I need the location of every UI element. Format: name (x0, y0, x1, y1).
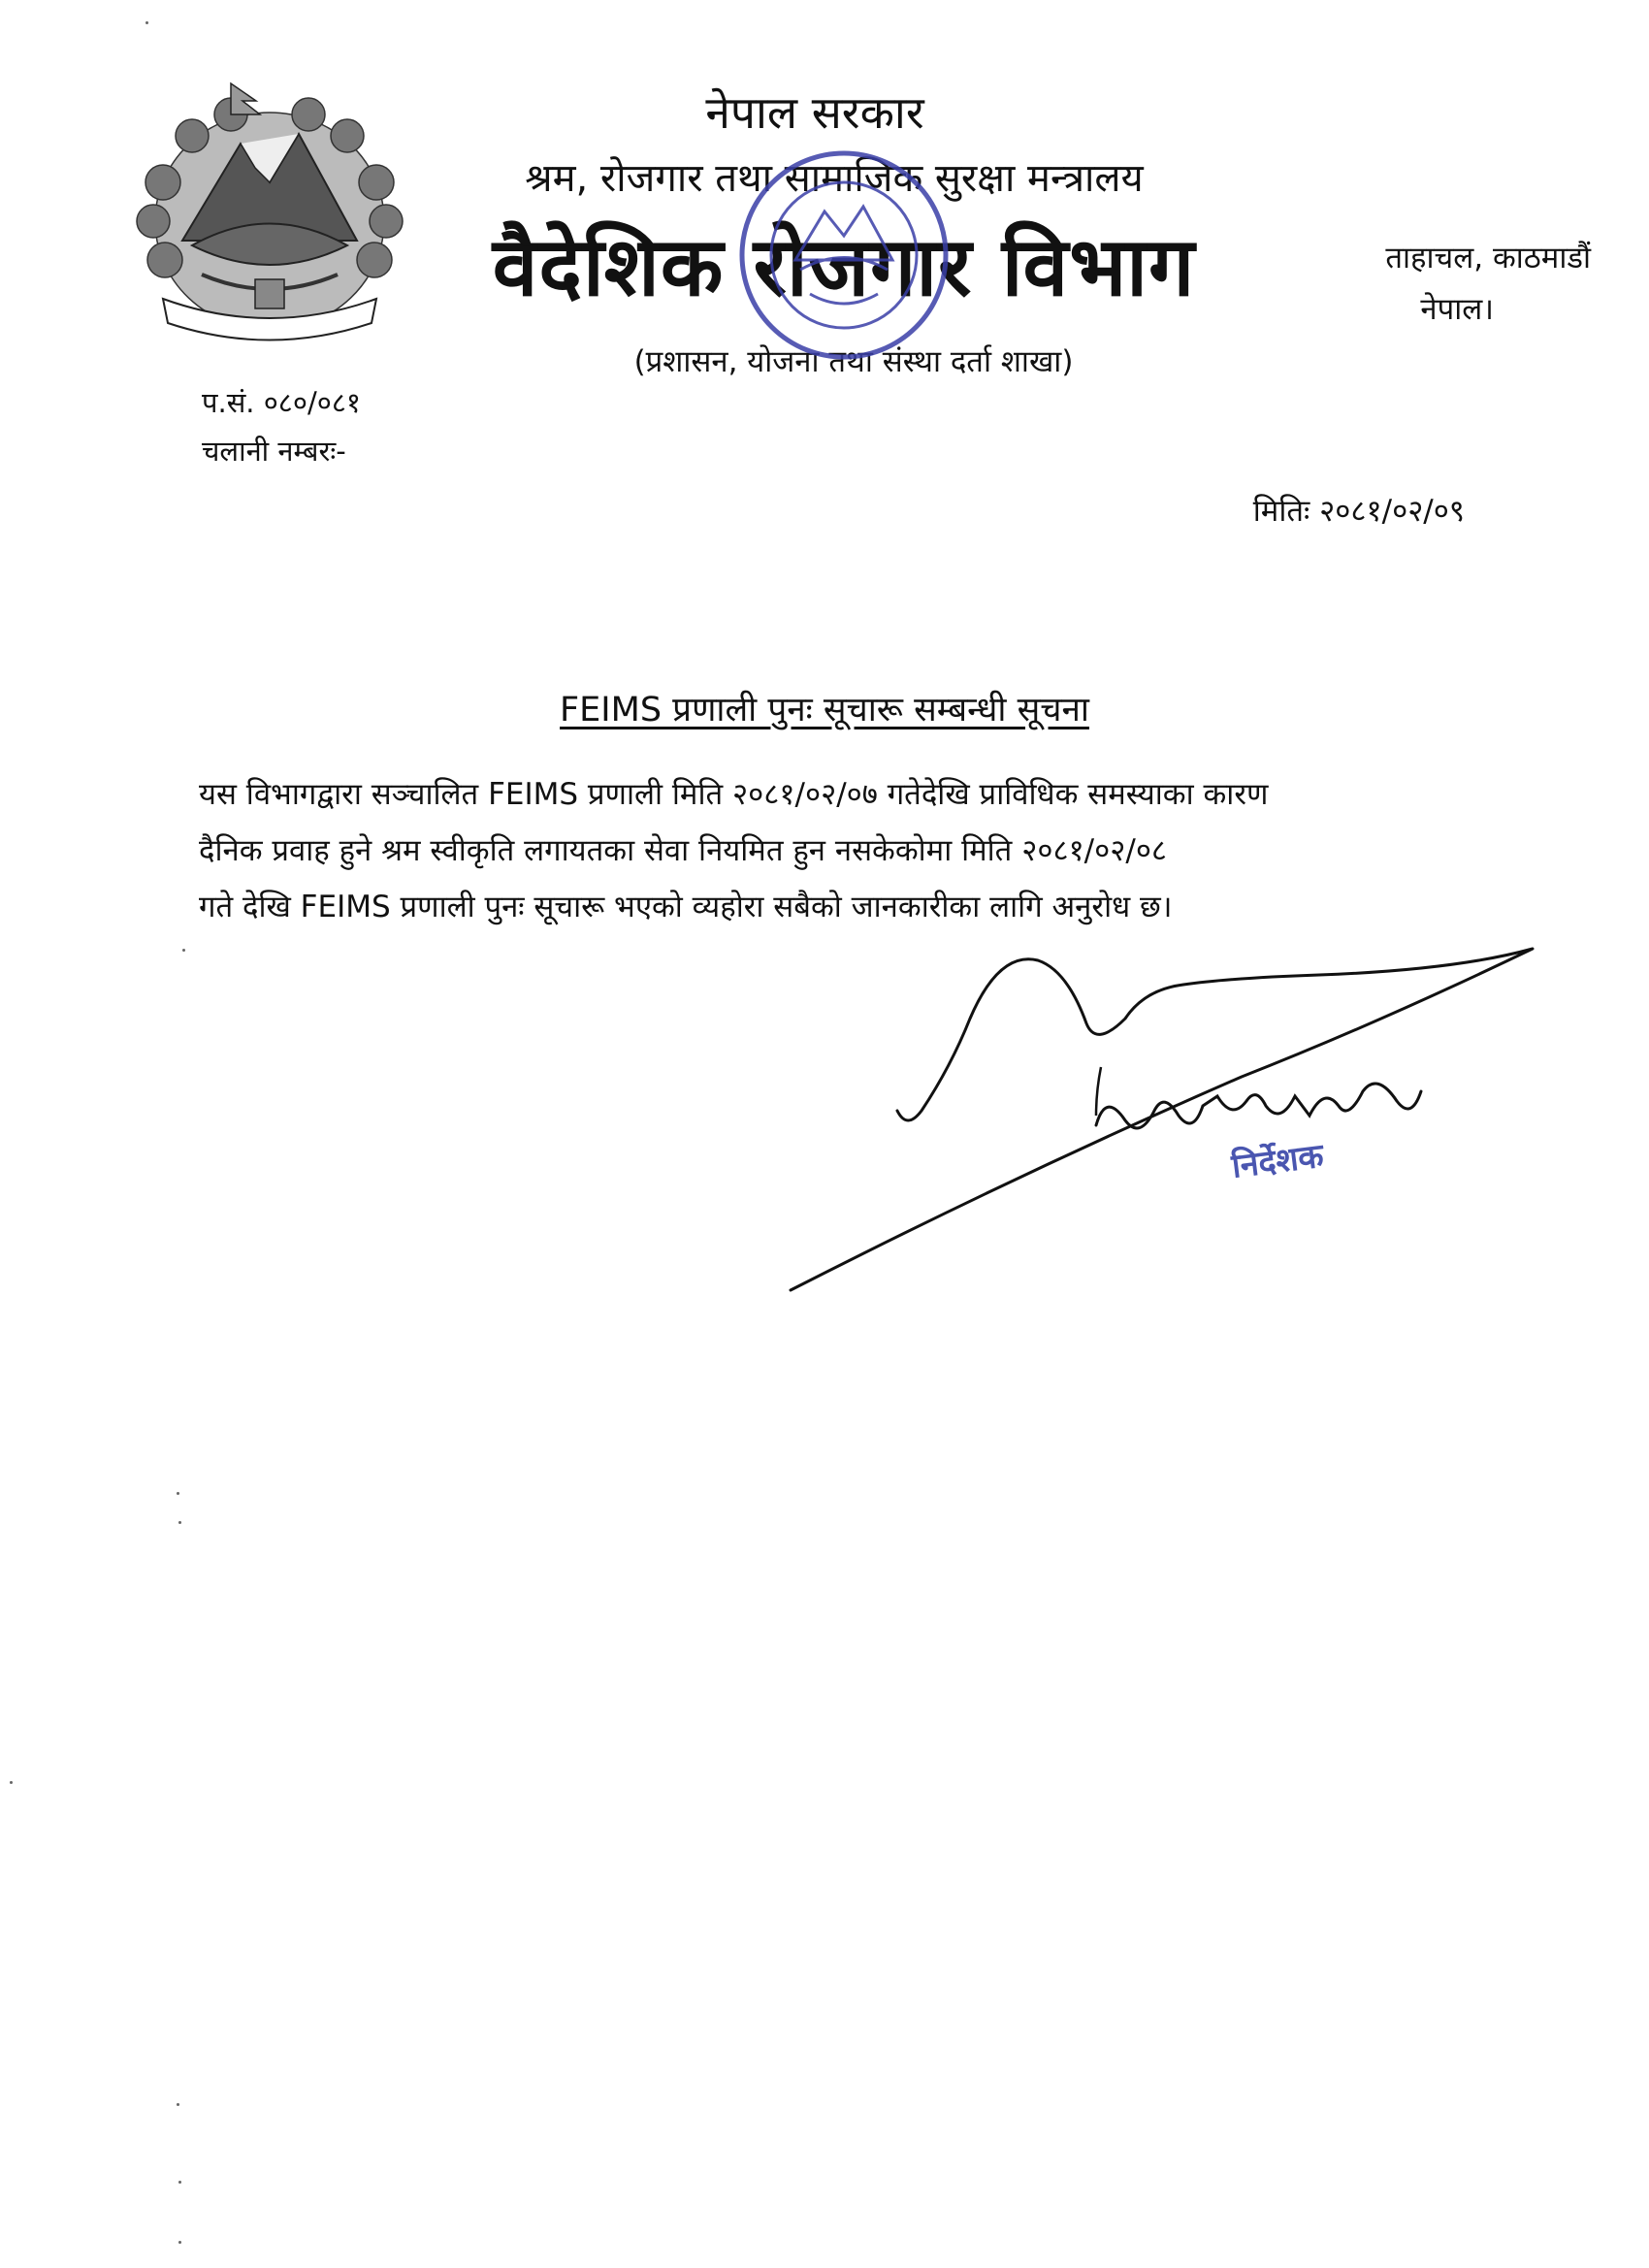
dispatch-number: चलानी नम्बरः- (202, 435, 346, 468)
scan-speck (177, 2103, 179, 2106)
department-seal-icon (723, 134, 965, 376)
signatory-designation: निर्देशक (1229, 1136, 1326, 1186)
address-line-2: नेपाल। (1420, 292, 1494, 327)
ministry-title: श्रम, रोजगार तथा सामाजिक सुरक्षा मन्त्रालय (525, 156, 1144, 201)
section-title: (प्रशासन, योजना तथा संस्था दर्ता शाखा) (633, 344, 1074, 379)
scan-speck (178, 2241, 181, 2244)
address-line-1: ताहाचल, काठमाडौं (1385, 241, 1591, 275)
body-line: गते देखि FEIMS प्रणाली पुनः सूचारू भएको व्यहोरा सबैको जानकारीका लागि अनुरोध छ। (199, 890, 1173, 924)
notice-date: मितिः २०८१/०२/०९ (1252, 494, 1465, 529)
scan-speck (10, 1781, 13, 1784)
scan-speck (177, 1492, 179, 1495)
notice-subject: FEIMS प्रणाली पुनः सूचारू सम्बन्धी सूचना (560, 691, 1089, 729)
government-title: नेपाल सरकार (705, 86, 924, 139)
notice-body (199, 766, 1470, 935)
body-line: दैनिक प्रवाह हुने श्रम स्वीकृति लगायतका सेवा नियमित हुन नसकेकोमा मिति २०८१/०२/०८ (199, 833, 1168, 868)
scan-speck (178, 1521, 181, 1524)
reference-number: प.सं. ०८०/०८१ (202, 386, 361, 419)
nepal-coat-of-arms-icon (124, 76, 415, 347)
body-line: यस विभागद्वारा सञ्चालित FEIMS प्रणाली मिति २०८१/०२/०७ गतेदेखि प्राविधिक समस्याका कारण (199, 777, 1269, 812)
scan-speck (182, 949, 185, 952)
scan-speck (178, 2181, 181, 2184)
department-title: वैदेशिक रोजगार विभाग (492, 219, 1196, 314)
handwritten-date-icon (1086, 1062, 1436, 1150)
scan-speck (146, 21, 148, 24)
